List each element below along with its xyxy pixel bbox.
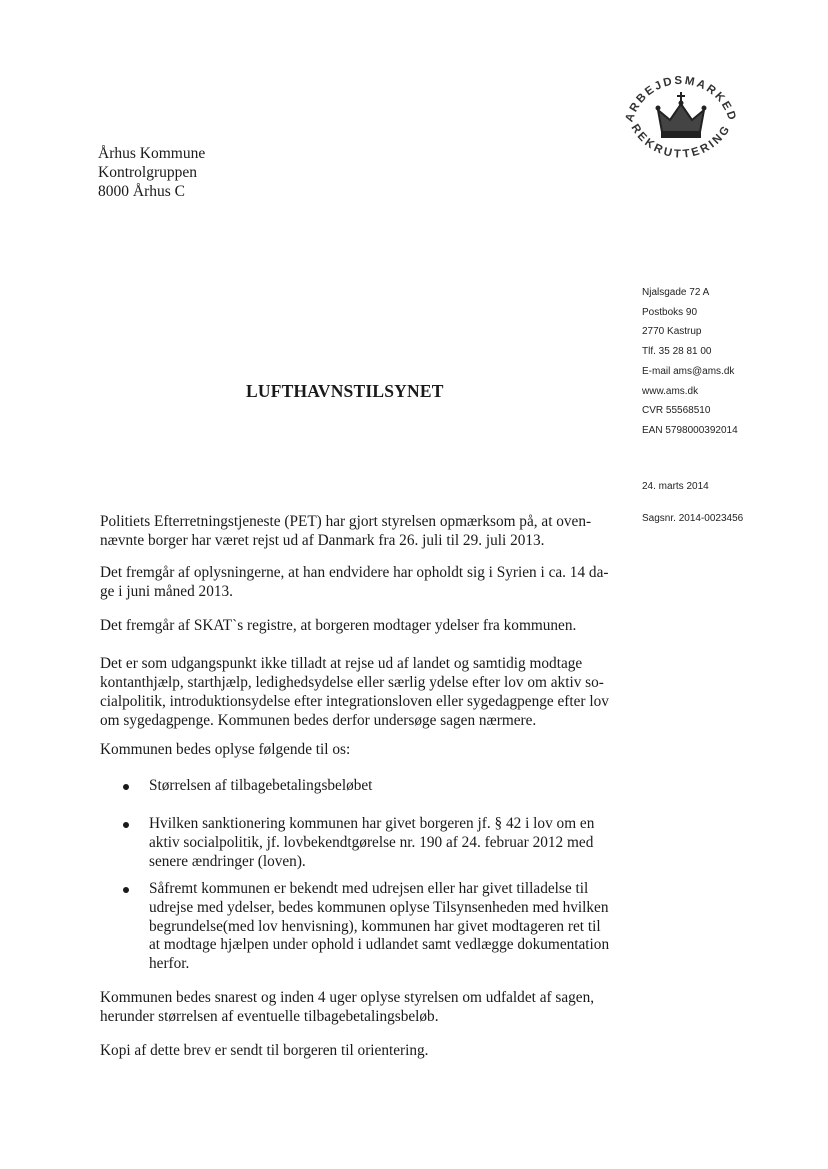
list-item-line: Såfremt kommunen er bekendt med udrejsen eller har givet tilladelse til bbox=[149, 880, 589, 897]
closing-paragraph bbox=[100, 988, 594, 1026]
paragraph-line: Kommunen bedes oplyse følgende til os: bbox=[100, 741, 351, 758]
paragraph-line: Politiets Efterretningstjeneste (PET) har gjort styrelsen opmærksom på, at oven- bbox=[100, 513, 592, 530]
list-item-line: Hvilken sanktionering kommunen har givet borgeren jf. § 42 i lov om en bbox=[149, 815, 595, 832]
bullet-icon bbox=[123, 887, 129, 893]
body-paragraph bbox=[100, 740, 350, 759]
paragraph-line: Kommunen bedes snarest og inden 4 uger oplyse styrelsen om udfaldet af sagen, bbox=[100, 989, 595, 1006]
body-paragraph bbox=[100, 654, 609, 730]
body-paragraph bbox=[100, 512, 591, 550]
paragraph-line: Det er som udgangspunkt ikke tilladt at rejse ud af landet og samtidig modtage bbox=[100, 655, 583, 672]
paragraph-line: cialpolitik, introduktionsydelse efter integrationsloven eller sygedagpenge efter lov bbox=[100, 693, 609, 710]
bullet-icon bbox=[123, 784, 129, 790]
sender-line: www.ams.dk bbox=[642, 385, 699, 397]
agency-logo bbox=[612, 52, 750, 190]
recipient-line: Århus Kommune bbox=[98, 145, 206, 162]
list-item-line: Størrelsen af tilbagebetalingsbeløbet bbox=[149, 777, 373, 794]
paragraph-line: ge i juni måned 2013. bbox=[100, 583, 233, 600]
sender-line: Njalsgade 72 A bbox=[642, 287, 710, 298]
paragraph-line: Kopi af dette brev er sendt til borgeren til orientering. bbox=[100, 1042, 429, 1059]
recipient-address bbox=[98, 144, 205, 201]
sender-line: E-mail ams@ams.dk bbox=[642, 365, 735, 377]
body-paragraph bbox=[100, 563, 608, 601]
list-item-line: udrejse med ydelser, bedes kommunen oplyse Tilsynsenheden med hvilken bbox=[149, 898, 609, 916]
recipient-line: 8000 Århus C bbox=[98, 183, 185, 200]
case-number: Sagsnr. 2014-0023456 bbox=[642, 513, 744, 524]
list-item-line: aktiv socialpolitik, jf. lovbekendtgørelse nr. 190 af 24. februar 2012 med bbox=[149, 833, 594, 851]
list-item-line: at modtage hjælpen under ophold i udlandet samt vedlægge dokumentation bbox=[149, 936, 610, 954]
paragraph-line: om sygedagpenge. Kommunen bedes derfor undersøge sagen nærmere. bbox=[100, 712, 537, 729]
bullet-icon bbox=[123, 822, 129, 828]
svg-text:ARBEJDSMARKED: ARBEJDSMARKED bbox=[623, 74, 739, 124]
sender-line: 2770 Kastrup bbox=[642, 326, 702, 338]
paragraph-line: kontanthjælp, starthjælp, ledighedsydelse eller særlig ydelse efter lov om aktiv so- bbox=[100, 674, 604, 691]
page-title: LUFTHAVNSTILSYNET bbox=[246, 381, 444, 401]
list-item-line: begrundelse(med lov henvisning), kommunen har givet modtageren ret til bbox=[149, 917, 601, 935]
sender-line: Tlf. 35 28 81 00 bbox=[642, 346, 712, 358]
crown-icon bbox=[612, 52, 750, 190]
recipient-line: Kontrolgruppen bbox=[98, 164, 198, 181]
paragraph-line: Det fremgår af SKAT`s registre, at borgeren modtager ydelser fra kommunen. bbox=[100, 617, 577, 634]
sender-line: CVR 55568510 bbox=[642, 405, 711, 417]
sender-line: Postboks 90 bbox=[642, 306, 698, 318]
sender-info bbox=[642, 283, 738, 441]
letter-date: 24. marts 2014 bbox=[642, 481, 709, 492]
paragraph-line: herunder størrelsen af eventuelle tilbagebetalingsbeløb. bbox=[100, 1008, 439, 1025]
paragraph-line: Det fremgår af oplysningerne, at han endvidere har opholdt sig i Syrien i ca. 14 da- bbox=[100, 564, 609, 581]
sender-line: EAN 5798000392014 bbox=[642, 424, 738, 436]
paragraph-line: nævnte borger har været rejst ud af Danmark fra 26. juli til 29. juli 2013. bbox=[100, 532, 545, 549]
list-item-line: senere ændringer (loven). bbox=[149, 852, 306, 870]
svg-text:REKRUTTERING: REKRUTTERING bbox=[628, 122, 734, 161]
body-paragraph bbox=[100, 616, 576, 635]
closing-paragraph bbox=[100, 1041, 429, 1060]
list-item-line: herfor. bbox=[149, 955, 190, 973]
